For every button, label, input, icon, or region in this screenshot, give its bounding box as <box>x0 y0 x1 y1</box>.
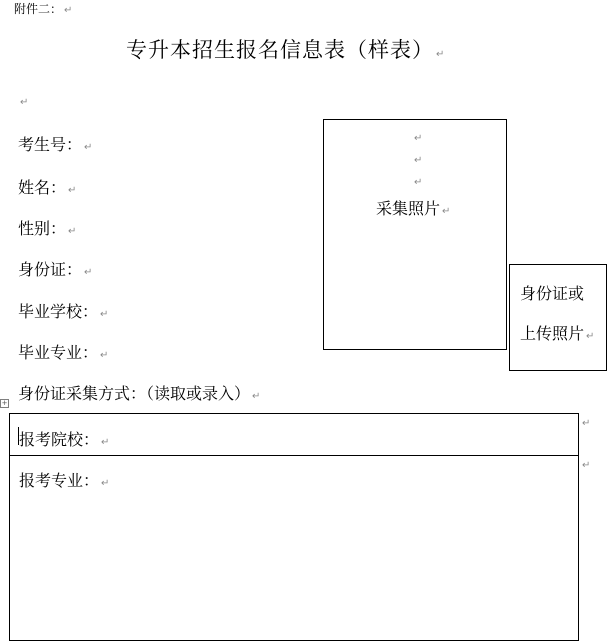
field-id-collection-method[interactable]: 身份证采集方式：（读取或录入） ↵ <box>18 384 261 403</box>
photo-box-blank-lines <box>412 128 422 194</box>
paragraph-mark-icon: ↵ <box>414 133 423 144</box>
id-photo-box-line1: 身份证或 <box>520 284 585 303</box>
field-id-card[interactable]: 身份证： ↵ <box>18 260 93 279</box>
id-photo-box[interactable] <box>509 264 607 371</box>
paragraph-mark-icon: ↵ <box>100 350 109 361</box>
field-graduate-major[interactable]: 毕业专业： ↵ <box>18 343 109 362</box>
paragraph-mark-icon: ↵ <box>84 267 93 278</box>
paragraph-mark-icon: ↵ <box>414 155 423 166</box>
apply-major-cell[interactable]: 报考专业： ↵ <box>19 471 110 490</box>
field-exam-number[interactable]: 考生号： ↵ <box>18 135 93 154</box>
page-title: 专升本招生报名信息表（样表） ↵ <box>126 38 446 62</box>
table-move-handle-icon[interactable]: + <box>1 399 8 407</box>
field-gender[interactable]: 性别： ↵ <box>18 219 77 238</box>
paragraph-mark-icon: ↵ <box>414 177 423 188</box>
paragraph-mark-icon: ↵ <box>64 5 73 16</box>
paragraph-mark-icon: ↵ <box>68 226 77 237</box>
paragraph-mark-icon: ↵ <box>442 206 451 217</box>
row-end-mark-icon: ↵ <box>582 418 591 429</box>
paragraph-mark-icon: ↵ <box>84 142 93 153</box>
paragraph-mark-icon: ↵ <box>586 331 595 342</box>
photo-box-label: 采集照片 ↵ <box>376 199 451 218</box>
row-end-mark-icon: ↵ <box>582 460 591 471</box>
paragraph-mark-icon: ↵ <box>101 478 110 489</box>
paragraph-mark-icon: ↵ <box>20 97 29 108</box>
field-name[interactable]: 姓名： ↵ <box>18 178 77 197</box>
paragraph-mark-icon: ↵ <box>68 185 77 196</box>
apply-school-cell[interactable]: 报考院校： ↵ <box>19 430 110 449</box>
attachment-label: 附件二： ↵ <box>14 2 73 16</box>
paragraph-mark-icon: ↵ <box>101 437 110 448</box>
photo-box[interactable] <box>323 119 507 350</box>
paragraph-mark-icon: ↵ <box>100 309 109 320</box>
application-table <box>9 413 579 641</box>
paragraph-mark-icon: ↵ <box>436 49 446 60</box>
field-graduate-school[interactable]: 毕业学校： ↵ <box>18 302 109 321</box>
id-photo-box-line2: 上传照片 ↵ <box>520 324 595 343</box>
paragraph-mark-icon: ↵ <box>252 391 261 402</box>
table-row-divider <box>10 455 578 456</box>
